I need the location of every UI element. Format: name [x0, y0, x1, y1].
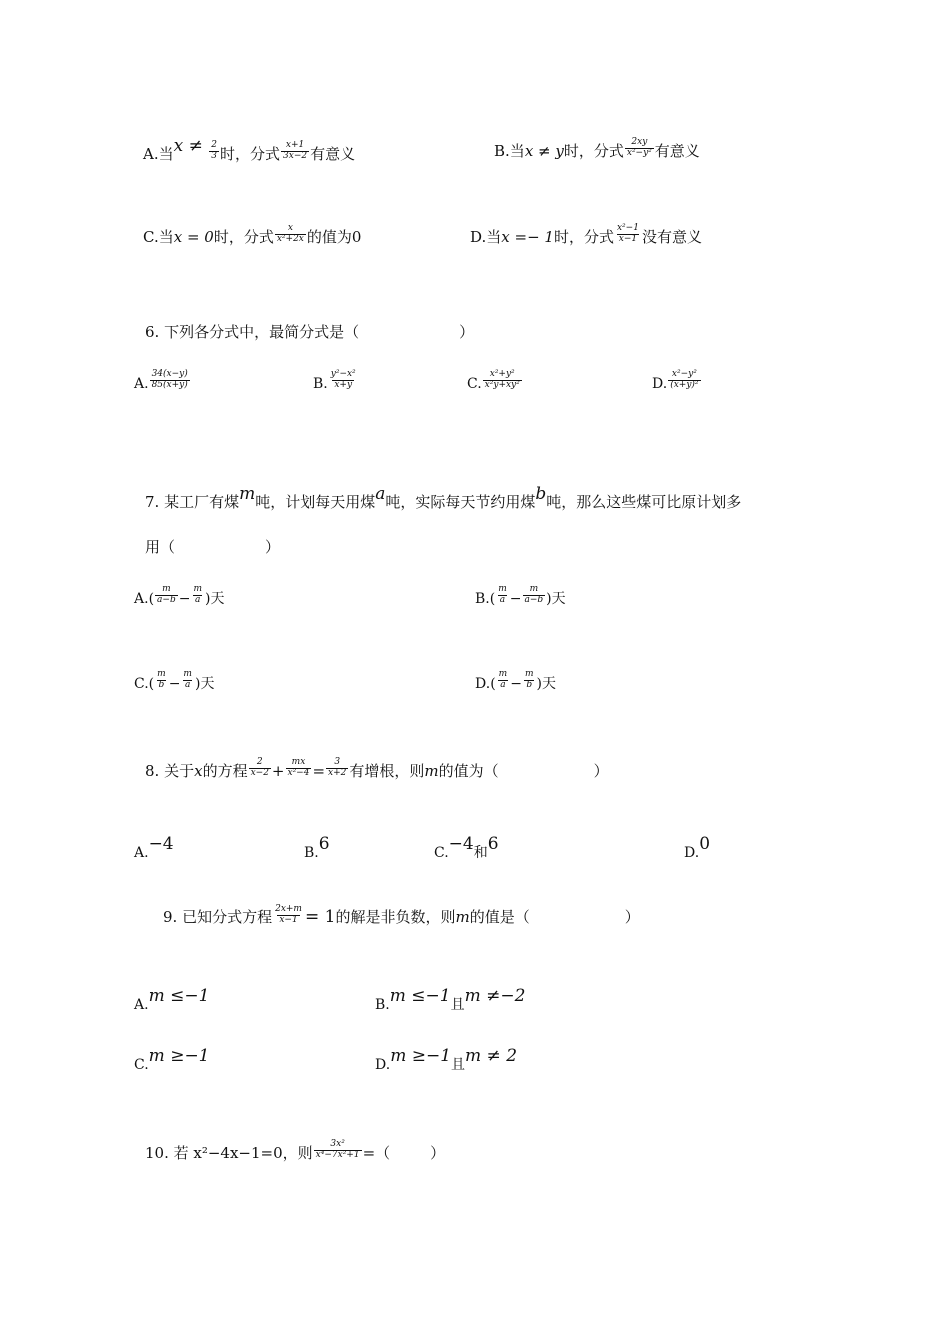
fraction: $\frac{m}{a}$ [183, 669, 192, 690]
fraction: $\frac{m}{a-b}$ [157, 584, 176, 605]
fraction: $\frac{m}{a}$ [193, 584, 202, 605]
option-label: A. [134, 845, 149, 861]
option-label: D. [652, 375, 668, 392]
fraction: $\frac{m}{a-b}$ [524, 584, 544, 605]
option-label: D. [375, 1057, 391, 1073]
option-label: A. [134, 997, 149, 1013]
q9-option-a: A.m ≤−1 [134, 986, 210, 1013]
option-label: A. [134, 375, 149, 392]
option-label: B. [494, 141, 510, 160]
q6-option-d [652, 370, 702, 391]
q7-option-c: C.( $\frac{m}{b}$ − $\frac{m}{a}$ )天 [134, 669, 215, 692]
fraction: $\frac{2}{3}$ [211, 140, 218, 162]
option-label: B. [304, 845, 319, 861]
option-label: C. [467, 375, 482, 392]
option-label: D. [475, 675, 491, 692]
fraction: $\frac{\text{x²+y²}}{\text{x²y+xy²}}$ [484, 369, 520, 390]
q7-option-d: D.( $\frac{m}{a}$ − $\frac{m}{b}$ )天 [475, 669, 556, 692]
q6-option-c [467, 370, 523, 391]
q5-option-c: C.当x = 0时，分式 $\frac{x}{\text{x²+2x}}$ 的值为0 [143, 223, 362, 246]
fraction: $\frac{mx}{\text{x²−4}}$ [287, 757, 310, 778]
fraction: $\frac{x}{\text{x²+2x}}$ [276, 223, 304, 244]
option-label: A. [143, 145, 159, 163]
fraction: $\frac{m}{b}$ [157, 669, 166, 690]
q10-stem: 10. 若 x²−4x−1=0，则 $\frac{\text{3x²}}{\text{x⁴−7x²+1}}$ =（ ） [145, 1139, 446, 1162]
q5-option-a: A.当x ≠ $\frac{2}{3}$ 时，分式 $\frac{x+1}{3x-2}$ 有意义 [143, 136, 356, 163]
q7-option-b: B.( $\frac{m}{a}$ − $\frac{m}{a-b}$ )天 [475, 584, 566, 607]
option-label: C. [434, 845, 449, 861]
option-label: D. [470, 227, 487, 246]
q7-stem-line2: 用（ ） [145, 538, 281, 556]
q8-stem: 8. 关于x的方程 $\frac{2}{x-2}$ + $\frac{mx}{\text{x²−4}}$ = $\frac{3}{x+2}$ 有增根，则m的值为（ ） [145, 757, 609, 780]
q9-stem: 9. 已知分式方程 $\frac{2x+m}{x-1}$ = 1的解是非负数，则m的值是（ ） [163, 904, 640, 927]
fraction: $\frac{x+1}{3x-2}$ [283, 140, 308, 162]
fraction: $\frac{2}{x-2}$ [250, 757, 269, 778]
q6-stem: 6. 下列各分式中，最简分式是（ ） [145, 323, 475, 341]
option-label: C. [134, 1057, 149, 1073]
fraction: $\frac{m}{a}$ [498, 669, 508, 690]
fraction: $\frac{\text{y²−x²}}{x+y}$ [330, 369, 356, 390]
option-label: A. [134, 590, 149, 607]
fraction: $\frac{2x+m}{x-1}$ [275, 904, 302, 925]
q6-option-b [313, 370, 359, 391]
option-label: B. [375, 997, 390, 1013]
fraction: $\frac{m}{b}$ [524, 669, 534, 690]
fraction: $\frac{m}{a}$ [498, 584, 507, 605]
q8-option-c: C.−4和6 [434, 834, 499, 861]
q5-option-d: D.当x =− 1时，分式 $\frac{\text{x²−1}}{x-1}$ 没有意义 [470, 223, 702, 246]
q8-option-b: B.6 [304, 834, 330, 861]
fraction: $\frac{34(x-y)}{85(x+y)}$ [151, 369, 188, 390]
q9-option-c: C.m ≥−1 [134, 1046, 210, 1073]
q8-option-d: D.0 [684, 834, 711, 861]
q6-option-a [134, 370, 191, 391]
q7-stem-line1: 7. 某工厂有煤m吨，计划每天用煤a吨，实际每天节约用煤b吨，那么这些煤可比原计划多 [145, 484, 742, 511]
fraction: $\frac{\text{3x²}}{\text{x⁴−7x²+1}}$ [315, 1139, 360, 1160]
option-label: C. [143, 227, 159, 246]
q7-option-a: A.( $\frac{m}{a-b}$ − $\frac{m}{a}$ )天 [134, 584, 225, 607]
q9-option-b: B.m ≤−1且m ≠−2 [375, 986, 526, 1013]
option-label: D. [684, 845, 700, 861]
fraction: $\frac{\text{x²−y²}}{\text{(x+y)²}}$ [670, 369, 699, 390]
option-label: C. [134, 675, 149, 692]
fraction: $\frac{2xy}{\text{x²−y²}}$ [626, 137, 652, 158]
q8-option-a: A.−4 [134, 834, 174, 861]
option-label: B. [313, 375, 328, 392]
fraction: $\frac{3}{x+2}$ [328, 757, 347, 778]
fraction: $\frac{\text{x²−1}}{x-1}$ [616, 223, 639, 244]
option-label: B. [475, 590, 490, 607]
q5-option-b: B.当x ≠ y时，分式 $\frac{2xy}{\text{x²−y²}}$ 有意义 [494, 137, 700, 160]
q9-option-d: D.m ≥−1且m ≠ 2 [375, 1046, 518, 1073]
